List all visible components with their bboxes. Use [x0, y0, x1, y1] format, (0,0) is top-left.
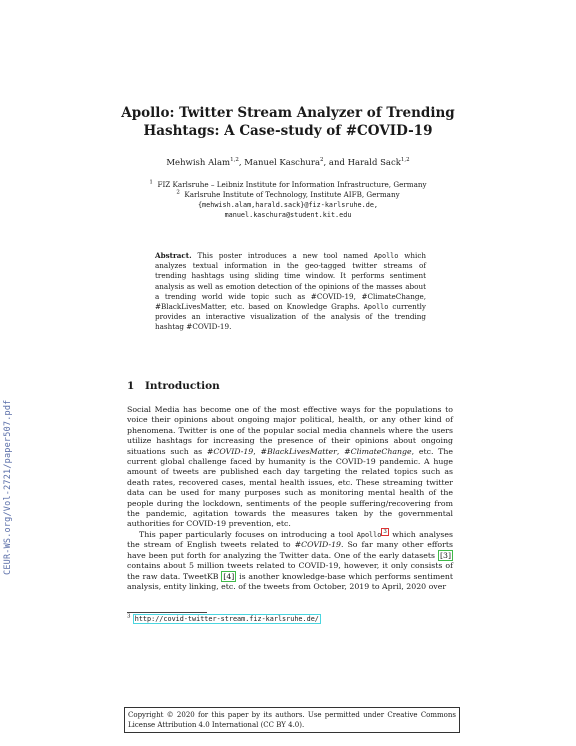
text: ,: [253, 446, 261, 456]
abstract-text: which analyzes textual information in the geo-tagged twitter streams of trending hashtags using sliding time window. It performs sentiment analysis as well as emotion detection of the opinions of the masses about a trending world wide topic such as #COVID-19, #ClimateChange, #BlackLivesMatter, etc. based on Knowledge Graphs.: [155, 251, 426, 312]
text: , etc. The current global challenge faced by humanity is the COVID-19 pandemic. A huge amount of tweets are published each day targeting the related topics such as death rates, recovered cases, mental health issues, etc. These streaming twitter data can be used for many purposes such as monitoring mental health of the people during the lockdown, sentiments of the people suffering/recovering from the pandemic, agitation towards the measures taken by the governmental authorities for COVID-19 prevention, etc.: [127, 446, 453, 529]
author-affil-mark: 2: [320, 157, 324, 164]
hashtag: #BlackLivesMatter: [260, 446, 337, 456]
text: . So far many other efforts have been put forth for analyzing the Twitter data. One of the early datasets: [127, 540, 453, 560]
section-heading: [127, 380, 220, 392]
footnote-url-link[interactable]: http://covid-twitter-stream.fiz-karlsruhe.de/: [134, 615, 319, 623]
tool-name: Apollo: [373, 252, 399, 260]
author-name: Manuel Kaschura: [244, 158, 321, 168]
text: is another knowledge-base which performs sentiment analysis, entity linking, etc. of the tweets from October, 2019 to April, 2020 over: [127, 571, 453, 591]
paragraph: [127, 530, 453, 592]
affil-mark: 1: [149, 179, 153, 186]
tool-name: Apollo: [363, 303, 389, 312]
author-name: Mehwish Alam: [166, 158, 231, 168]
affil-mark: 2: [176, 189, 180, 196]
text: contains about 5 million tweets related to COVID-19, however, it only consists of the raw data. TweetKB: [127, 561, 453, 581]
author-name: Harald Sack: [347, 158, 401, 168]
affiliations: [120, 180, 456, 220]
body-text: [127, 405, 453, 592]
citation-link[interactable]: [4]: [223, 571, 235, 581]
citation-link[interactable]: [3]: [439, 550, 451, 560]
footnote: [127, 615, 321, 623]
affil-text: Karlsruhe Institute of Technology, Institute AIFB, Germany: [184, 190, 400, 199]
footnote-link[interactable]: 3: [383, 529, 387, 536]
abstract-text: currently provides an interactive visualization of the analysis of the trending hashtag #COVID-19.: [155, 302, 426, 332]
section-number: 1: [127, 380, 135, 392]
footnote-mark: 3: [127, 613, 131, 620]
text: ,: [336, 446, 345, 456]
side-url[interactable]: CEUR-WS.org/Vol-2721/paper507.pdf: [3, 399, 13, 575]
paper-title: [100, 104, 476, 140]
footnote-rule: [127, 612, 207, 613]
hashtag: #COVID-19: [294, 540, 341, 550]
abstract-text: This poster introduces a new tool named: [191, 251, 374, 260]
section-title: Introduction: [145, 380, 220, 392]
copyright-box: Copyright © 2020 for this paper by its authors. Use permitted under Creative Commons License Attribution 4.0 International (CC BY 4.0).: [124, 707, 460, 733]
abstract: [155, 251, 426, 333]
hashtag: #ClimateChange: [344, 446, 412, 456]
text: which analyses the stream of English tweets related to: [127, 529, 453, 550]
affiliation-2: [120, 190, 456, 200]
text: Social Media has become one of the most effective ways for the populations to voice their opinions about ongoing major political, health, or any other kind of phenomena. Twitter is one of the popular social media channels where the users utilize hashtags for increasing the presence of their opinions about ongoing situations such as: [127, 405, 453, 456]
affil-text: FIZ Karlsruhe – Leibniz Institute for Information Infrastructure, Germany: [157, 180, 427, 189]
paragraph: [127, 405, 453, 530]
text: This paper particularly focuses on introducing a tool: [139, 529, 357, 539]
author-separator: , and: [323, 158, 348, 168]
author-list: [100, 158, 476, 168]
author-separator: ,: [238, 158, 245, 168]
abstract-label: Abstract.: [155, 251, 192, 260]
title-line-1: Apollo: Twitter Stream Analyzer of Trending: [121, 105, 455, 121]
hashtag: #COVID-19: [206, 446, 254, 456]
affiliation-1: [120, 180, 456, 190]
author-affil-mark: 1,2: [230, 157, 239, 164]
email-line-1: {mehwish.alam,harald.sack}@fiz-karlsruhe.de,: [197, 201, 379, 209]
tool-name: Apollo: [356, 530, 382, 539]
author-affil-mark: 1,2: [400, 157, 410, 164]
email-line-2: manuel.kaschura@student.kit.edu: [224, 211, 352, 219]
title-line-2: Hashtags: A Case-study of #COVID-19: [143, 123, 433, 139]
